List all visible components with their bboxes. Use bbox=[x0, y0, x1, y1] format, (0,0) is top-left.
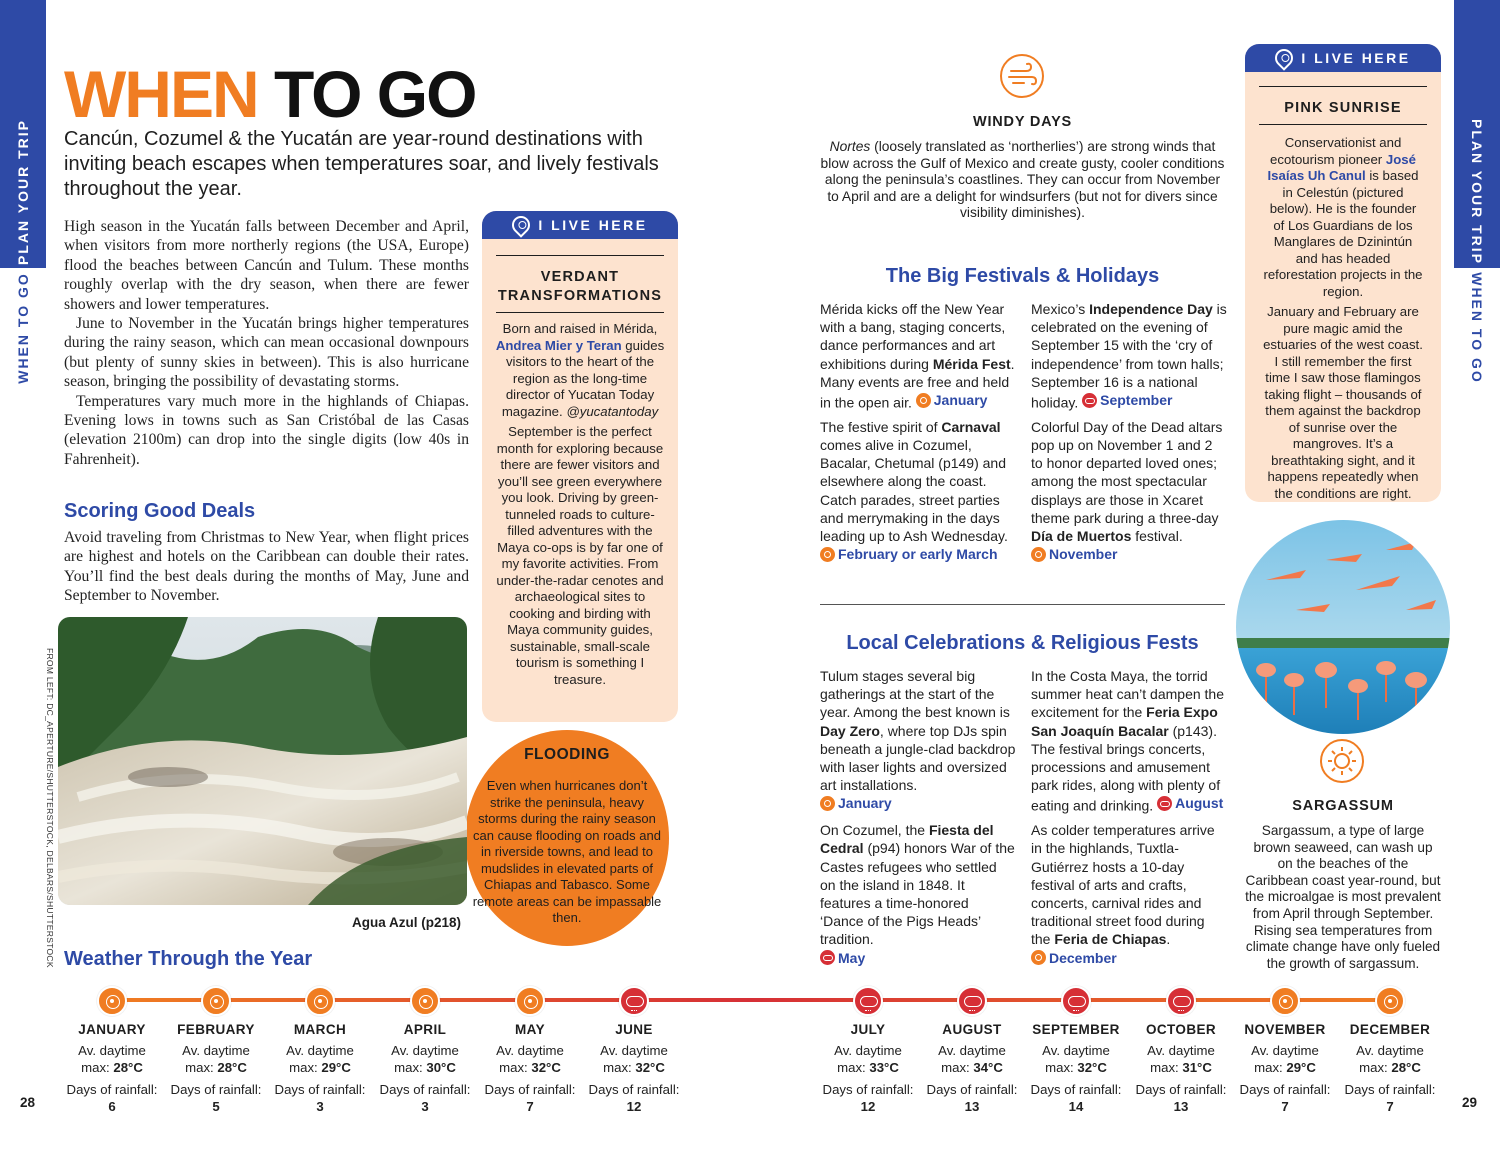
rainfall-label: Days of rainfall: bbox=[379, 1082, 471, 1097]
weather-month bbox=[156, 1022, 276, 1115]
max-temp-value: 29°C bbox=[1286, 1059, 1316, 1075]
max-temp-label: Av. daytime bbox=[938, 1043, 1006, 1058]
independence-text-a: Mexico’s bbox=[1031, 301, 1090, 317]
live-here-box-pink-sunrise bbox=[1245, 44, 1441, 502]
month-name: DECEMBER bbox=[1349, 1022, 1431, 1037]
max-temp-label: Av. daytime bbox=[834, 1043, 902, 1058]
independence-month-tag bbox=[1082, 391, 1172, 409]
max-temp bbox=[808, 1060, 928, 1077]
photo-caption: Agua Azul (p218) bbox=[352, 915, 462, 930]
merida-month: January bbox=[933, 392, 988, 409]
person-name: Andrea Mier y Teran bbox=[495, 337, 622, 353]
merida-month-tag bbox=[916, 391, 988, 409]
rainfall-label: Days of rainfall: bbox=[1135, 1082, 1227, 1097]
local-col-right bbox=[1031, 667, 1227, 969]
month-name: MARCH bbox=[293, 1022, 347, 1037]
rain-cloud-icon bbox=[1061, 986, 1091, 1016]
sargassum-title: SARGASSUM bbox=[1292, 798, 1394, 814]
rainfall-days bbox=[260, 1099, 380, 1116]
merida-text-a: Mérida kicks off the New Year with a bang, staging concerts, dance performances and art exhibitions during bbox=[820, 301, 1006, 372]
box-intro-b: is based in Celestún (pictured below). He is the founder of Los Guardians de los Manglares de Dzinintún and has headed reforestation projects in the region. bbox=[1263, 168, 1423, 299]
rainfall-label: Days of rainfall: bbox=[1239, 1082, 1331, 1097]
max-temp-value: 28°C bbox=[1391, 1059, 1421, 1075]
box-intro-b: guides visitors to the heart of the region as the long-time director of Yucatan Today magazine. bbox=[501, 337, 665, 419]
feria-month: August bbox=[1175, 795, 1224, 812]
weather-month bbox=[1330, 1022, 1450, 1115]
carnaval-text-c: comes alive in Cozumel, Bacalar, Chetumal (p149) and elsewhere along the coast. Catch parades, street parties and merrymaking in the days leading up to Ash Wednesday. bbox=[820, 437, 1008, 545]
carnaval-month-tag bbox=[820, 545, 998, 563]
weather-month bbox=[912, 1022, 1032, 1115]
max-temp-label: Av. daytime bbox=[78, 1043, 146, 1058]
tulum-month: January bbox=[838, 795, 892, 812]
deals-paragraph: Avoid traveling from Christmas to New Year, when flight prices are highest and hotels on the Caribbean can double their rates. You’ll find the best deals during the months of May, June and September to November. bbox=[64, 529, 469, 605]
weather-month bbox=[470, 1022, 590, 1115]
month-name: APRIL bbox=[403, 1022, 447, 1037]
rainfall-label: Days of rainfall: bbox=[588, 1082, 680, 1097]
max-temp-value: 30°C bbox=[426, 1059, 456, 1075]
cedral-month: May bbox=[838, 949, 866, 966]
dead-festival-name: Día de Muertos bbox=[1031, 528, 1132, 545]
weather-month bbox=[52, 1022, 172, 1115]
chiapas-text-a: As colder temperatures arrive in the highlands, Tuxtla-Gutiérrez hosts a 10-day festival of arts and crafts, concerts, carnival rides and traditional street food during the bbox=[1031, 822, 1215, 948]
month-name: JUNE bbox=[615, 1022, 653, 1037]
flooding-title: FLOODING bbox=[524, 746, 610, 763]
weather-heading: Weather Through the Year bbox=[64, 948, 313, 970]
windy-title: WINDY DAYS bbox=[972, 114, 1073, 130]
chiapas-month-tag bbox=[1031, 949, 1117, 967]
weather-month bbox=[1016, 1022, 1136, 1115]
sun-icon bbox=[820, 950, 835, 965]
max-temp bbox=[1330, 1060, 1450, 1077]
max-temp bbox=[470, 1060, 590, 1077]
max-temp-label: Av. daytime bbox=[1147, 1043, 1215, 1058]
chiapas-name: Feria de Chiapas bbox=[1054, 931, 1167, 948]
max-temp-label: Av. daytime bbox=[286, 1043, 354, 1058]
body-paragraph-2: June to November in the Yucatán brings higher temperatures during the rainy season, which can mean occasional downpours (but plenty of sunny skies in between). This is also hurricane season, bringing the possibility of devastating storms. bbox=[64, 315, 469, 391]
max-temp-label: Av. daytime bbox=[600, 1043, 668, 1058]
box-quote: January and February are pure magic amid the estuaries of the west coast. I still remember the first time I saw those flamingos taking flight – thousands of them against the backdrop of sunrise over the mangroves. It’s a breathtaking sight, and it happens repeatedly when the conditions are right. bbox=[1263, 304, 1423, 501]
page-title bbox=[64, 56, 475, 132]
rain-cloud-icon bbox=[957, 986, 987, 1016]
rainfall-value: 12 bbox=[860, 1098, 876, 1114]
tulum-text-a: Tulum stages several big gatherings at the start of the year. Among the best known is bbox=[820, 668, 1010, 721]
dead-text-a: Colorful Day of the Dead altars pop up on November 1 and 2 to honor departed loved ones; among the most spectacular displays are those in Xcaret theme park during a three-day bbox=[1031, 418, 1223, 526]
max-temp bbox=[912, 1060, 1032, 1077]
max-temp-value: 28°C bbox=[217, 1059, 247, 1075]
weather-month bbox=[1225, 1022, 1345, 1115]
max-temp-value: 32°C bbox=[531, 1059, 561, 1075]
rainfall-label: Days of rainfall: bbox=[170, 1082, 262, 1097]
max-temp-value: 28°C bbox=[113, 1059, 143, 1075]
max-prefix: max: bbox=[185, 1059, 218, 1075]
local-heading: Local Celebrations & Religious Fests bbox=[846, 632, 1199, 654]
body-paragraph-1: High season in the Yucatán falls between December and April, when visitors from more northerly regions (the USA, Europe) flood the beaches between Cancún and Tulum. These months roughly overlap with the dry season, when there are fewer showers and lower temperatures. bbox=[64, 218, 469, 313]
rainfall-value: 3 bbox=[421, 1098, 429, 1114]
max-prefix: max: bbox=[603, 1059, 636, 1075]
chiapas-month: December bbox=[1049, 949, 1117, 966]
max-temp-value: 33°C bbox=[869, 1059, 899, 1075]
box-divider bbox=[496, 312, 664, 313]
month-name: FEBRUARY bbox=[177, 1022, 255, 1037]
sun-icon bbox=[916, 393, 931, 408]
cedral-month-tag bbox=[820, 949, 865, 967]
left-body-text bbox=[64, 217, 469, 469]
max-prefix: max: bbox=[394, 1059, 427, 1075]
rainfall-days bbox=[1121, 1099, 1241, 1116]
location-pin-icon bbox=[1272, 45, 1297, 70]
month-name: SEPTEMBER bbox=[1032, 1022, 1120, 1037]
photo-credit: FROM LEFT: DC_APERTURE/SHUTTERSTOCK, DELBARS/SHUTTERSTOCK bbox=[45, 648, 55, 968]
max-temp-value: 34°C bbox=[973, 1059, 1003, 1075]
festivals-heading: The Big Festivals & Holidays bbox=[885, 265, 1160, 287]
rain-cloud-icon bbox=[1082, 393, 1097, 408]
intro-text: Cancún, Cozumel & the Yucatán are year-round destinations with inviting beach escapes when temperatures soar, and lively festivals throughout the year. bbox=[64, 128, 659, 200]
flamingo-illustration bbox=[1236, 520, 1450, 734]
month-name: AUGUST bbox=[942, 1022, 1002, 1037]
max-prefix: max: bbox=[81, 1059, 114, 1075]
live-here-header bbox=[482, 211, 678, 239]
agua-azul-photo bbox=[58, 617, 467, 905]
max-temp-label: Av. daytime bbox=[182, 1043, 250, 1058]
rainfall-value: 14 bbox=[1068, 1098, 1084, 1114]
flooding-text: Even when hurricanes don’t strike the peninsula, heavy storms during the rainy season can cause flooding on roads and in riverside towns, and lead to mudslides in elevated parts of Chiapas and Tabasco. Some remote areas can be impassable then. bbox=[472, 778, 662, 925]
month-name: MAY bbox=[515, 1022, 545, 1037]
cedral-text-c: (p94) honors War of the Castes refugees who settled on the island in 1848. It features a time-honored ‘Dance of the Pigs Heads’ tradition. bbox=[820, 840, 1015, 948]
rainfall-label: Days of rainfall: bbox=[1344, 1082, 1436, 1097]
rainfall-value: 7 bbox=[526, 1098, 534, 1114]
windy-description: (loosely translated as ‘northerlies’) are strong winds that blow across the Gulf of Mexico and create gusty, cooler conditions along the peninsula’s coastlines. They can occur from November to April and are a delight for windsurfers (but not for divers since visibility diminishes). bbox=[820, 139, 1225, 221]
social-handle: @yucatantoday bbox=[566, 403, 659, 419]
windy-text bbox=[820, 139, 1225, 222]
rainfall-value: 13 bbox=[964, 1098, 980, 1114]
max-temp-label: Av. daytime bbox=[1251, 1043, 1319, 1058]
max-temp bbox=[1121, 1060, 1241, 1077]
box-divider bbox=[1259, 86, 1427, 87]
rainfall-label: Days of rainfall: bbox=[926, 1082, 1018, 1097]
sun-cloud-icon bbox=[1166, 986, 1196, 1016]
chiapas-text-c: . bbox=[1166, 931, 1171, 948]
live-here-label: I LIVE HERE bbox=[1301, 50, 1411, 66]
body-paragraph-3: Temperatures vary much more in the highlands of Chiapas. Evening lows in towns such as San Cristóbal de las Casas (elevation 2100m) can drop into the single digits (low 40s in Fahrenheit). bbox=[64, 392, 469, 468]
dead-month-tag bbox=[1031, 545, 1117, 563]
side-tab-label-when: WHEN TO GO bbox=[15, 272, 31, 384]
sun-icon bbox=[305, 986, 335, 1016]
max-prefix: max: bbox=[1150, 1059, 1183, 1075]
seaweed-icon bbox=[1320, 739, 1364, 783]
sun-icon bbox=[1031, 547, 1046, 562]
live-here-label: I LIVE HERE bbox=[538, 217, 648, 233]
flamingo-photo bbox=[1236, 520, 1450, 734]
tulum-text-c: , where top DJs spin beneath a jungle-clad backdrop with laser lights and oversized art installations. bbox=[820, 722, 1016, 794]
max-prefix: max: bbox=[499, 1059, 532, 1075]
festivals-col-left bbox=[820, 300, 1016, 566]
box-title bbox=[482, 268, 678, 306]
live-here-box-verdant bbox=[482, 211, 678, 722]
box-title-line-1: VERDANT bbox=[540, 269, 620, 285]
sun-icon bbox=[820, 547, 835, 562]
box-quote: September is the perfect month for exploring because there are fewer visitors and you’ll see green everywhere you look. Driving by green-tunneled roads to culture-filled adventures with the Maya co-ops is by far one of my favorite activities. From under-the-radar cenotes and archaeological sites to cooking and birding with Maya community guides, sustainable, small-scale tourism is something I treasure. bbox=[496, 424, 664, 687]
month-name: JULY bbox=[850, 1022, 886, 1037]
rainfall-days bbox=[1016, 1099, 1136, 1116]
rainfall-value: 7 bbox=[1281, 1098, 1289, 1114]
box-intro-a: Born and raised in Mérida, bbox=[502, 321, 658, 336]
local-col-left bbox=[820, 667, 1016, 969]
max-temp-value: 32°C bbox=[1077, 1059, 1107, 1075]
rainfall-days bbox=[52, 1099, 172, 1116]
sun-icon bbox=[201, 986, 231, 1016]
rainfall-label: Days of rainfall: bbox=[822, 1082, 914, 1097]
rainfall-days bbox=[1225, 1099, 1345, 1116]
rainfall-days bbox=[1330, 1099, 1450, 1116]
sargassum-text: Sargassum, a type of large brown seaweed, can wash up on the beaches of the Caribbean coast year-round, but the microalgae is most prevalent from April through September. Rising sea temperatures from climate change have only fueled the growth of sargassum. bbox=[1245, 823, 1441, 971]
max-temp-label: Av. daytime bbox=[391, 1043, 459, 1058]
month-name: OCTOBER bbox=[1145, 1022, 1217, 1037]
rainfall-value: 6 bbox=[108, 1098, 116, 1114]
rainfall-days bbox=[365, 1099, 485, 1116]
section-divider bbox=[820, 604, 1225, 605]
box-divider bbox=[1259, 124, 1427, 125]
box-text bbox=[1263, 135, 1423, 502]
live-here-header bbox=[1245, 44, 1441, 72]
rainfall-label: Days of rainfall: bbox=[484, 1082, 576, 1097]
max-temp bbox=[1225, 1060, 1345, 1077]
sun-icon bbox=[515, 986, 545, 1016]
wind-icon bbox=[1000, 54, 1044, 98]
box-divider bbox=[496, 255, 664, 256]
independence-month: September bbox=[1100, 392, 1173, 409]
box-text bbox=[494, 321, 666, 688]
dead-month: November bbox=[1049, 546, 1118, 563]
max-temp bbox=[574, 1060, 694, 1077]
dead-text-c: festival. bbox=[1131, 528, 1183, 545]
rainfall-value: 5 bbox=[212, 1098, 220, 1114]
max-temp bbox=[156, 1060, 276, 1077]
rainfall-label: Days of rainfall: bbox=[1030, 1082, 1122, 1097]
sun-icon bbox=[1375, 986, 1405, 1016]
waterfall-illustration bbox=[58, 617, 467, 905]
independence-name: Independence Day bbox=[1089, 301, 1213, 317]
deals-heading: Scoring Good Deals bbox=[64, 500, 256, 522]
page-number-right: 29 bbox=[1462, 1095, 1478, 1110]
rainfall-value: 12 bbox=[626, 1098, 642, 1114]
max-temp bbox=[1016, 1060, 1136, 1077]
page-number-left: 28 bbox=[20, 1095, 36, 1110]
rainfall-days bbox=[912, 1099, 1032, 1116]
carnaval-name: Carnaval bbox=[941, 418, 1001, 435]
sun-icon bbox=[820, 796, 835, 811]
flooding-callout bbox=[465, 730, 669, 946]
max-temp-label: Av. daytime bbox=[1042, 1043, 1110, 1058]
max-prefix: max: bbox=[1254, 1059, 1287, 1075]
rain-cloud-icon bbox=[619, 986, 649, 1016]
max-prefix: max: bbox=[289, 1059, 322, 1075]
rainfall-label: Days of rainfall: bbox=[274, 1082, 366, 1097]
rainfall-value: 13 bbox=[1173, 1098, 1189, 1114]
month-name: JANUARY bbox=[78, 1022, 146, 1037]
rain-cloud-icon bbox=[1157, 796, 1172, 811]
max-temp-label: Av. daytime bbox=[496, 1043, 564, 1058]
weather-month bbox=[808, 1022, 928, 1115]
feria-text-c: (p143). The festival brings concerts, processions and amusement park rides, along with plenty of eating and drinking. bbox=[1031, 722, 1221, 815]
rainfall-days bbox=[470, 1099, 590, 1116]
rainfall-days bbox=[574, 1099, 694, 1116]
nortes-term: Nortes bbox=[829, 139, 871, 154]
sun-icon bbox=[1270, 986, 1300, 1016]
sun-icon bbox=[1031, 950, 1046, 965]
cedral-text-a: On Cozumel, the bbox=[820, 822, 929, 839]
max-prefix: max: bbox=[837, 1059, 870, 1075]
title-word-when: WHEN bbox=[64, 57, 258, 131]
merida-text-c: . Many events are free and held in the open air. bbox=[820, 355, 1015, 411]
feria-text-a: In the Costa Maya, the torrid summer heat can’t dampen the excitement for the bbox=[1031, 668, 1224, 721]
max-temp-label: Av. daytime bbox=[1356, 1043, 1424, 1058]
feria-month-tag bbox=[1157, 794, 1223, 812]
max-prefix: max: bbox=[941, 1059, 974, 1075]
max-temp bbox=[52, 1060, 172, 1077]
weather-month bbox=[365, 1022, 485, 1115]
max-prefix: max: bbox=[1359, 1059, 1392, 1075]
tulum-month-tag bbox=[820, 794, 892, 812]
festivals-col-right bbox=[1031, 300, 1227, 566]
weather-month bbox=[1121, 1022, 1241, 1115]
box-title-line-2: TRANSFORMATIONS bbox=[497, 288, 663, 304]
max-temp-value: 32°C bbox=[635, 1059, 665, 1075]
rainfall-value: 3 bbox=[316, 1098, 324, 1114]
sun-icon bbox=[97, 986, 127, 1016]
feria-name: Feria Expo San Joaquín Bacalar bbox=[1031, 704, 1218, 739]
location-pin-icon bbox=[509, 212, 534, 237]
day-zero-name: Day Zero bbox=[820, 722, 880, 739]
cedral-name: Fiesta del Cedral bbox=[820, 822, 994, 857]
max-temp-value: 31°C bbox=[1182, 1059, 1212, 1075]
merida-fest-name: Mérida Fest bbox=[932, 355, 1011, 372]
max-temp-value: 29°C bbox=[321, 1059, 351, 1075]
weather-month bbox=[574, 1022, 694, 1115]
weather-month bbox=[260, 1022, 380, 1115]
carnaval-month: February or early March bbox=[838, 546, 998, 563]
side-tab-label-plan: PLAN YOUR TRIP bbox=[15, 119, 31, 265]
deals-text bbox=[64, 528, 469, 606]
carnaval-text-a: The festive spirit of bbox=[820, 418, 942, 435]
side-tab-label-when-right: WHEN TO GO bbox=[1469, 272, 1485, 384]
side-tab-label-plan-right: PLAN YOUR TRIP bbox=[1469, 119, 1485, 265]
title-word-to-go: TO GO bbox=[274, 57, 476, 131]
weather-timeline bbox=[110, 998, 1390, 1002]
box-title: PINK SUNRISE bbox=[1284, 100, 1402, 116]
sun-icon bbox=[410, 986, 440, 1016]
independence-text-c: is celebrated on the evening of September 15 with the ‘cry of independence’ from town halls; September 16 is a national holiday. bbox=[1031, 301, 1227, 411]
box-intro-a: Conservationist and ecotourism pioneer bbox=[1270, 135, 1402, 167]
max-prefix: max: bbox=[1045, 1059, 1078, 1075]
rainfall-label: Days of rainfall: bbox=[66, 1082, 158, 1097]
rainfall-value: 7 bbox=[1386, 1098, 1394, 1114]
rainfall-days bbox=[156, 1099, 276, 1116]
rainfall-days bbox=[808, 1099, 928, 1116]
month-name: NOVEMBER bbox=[1244, 1022, 1326, 1037]
person-name: José Isaías Uh Canul bbox=[1267, 151, 1416, 183]
max-temp bbox=[260, 1060, 380, 1077]
rain-cloud-icon bbox=[853, 986, 883, 1016]
max-temp bbox=[365, 1060, 485, 1077]
